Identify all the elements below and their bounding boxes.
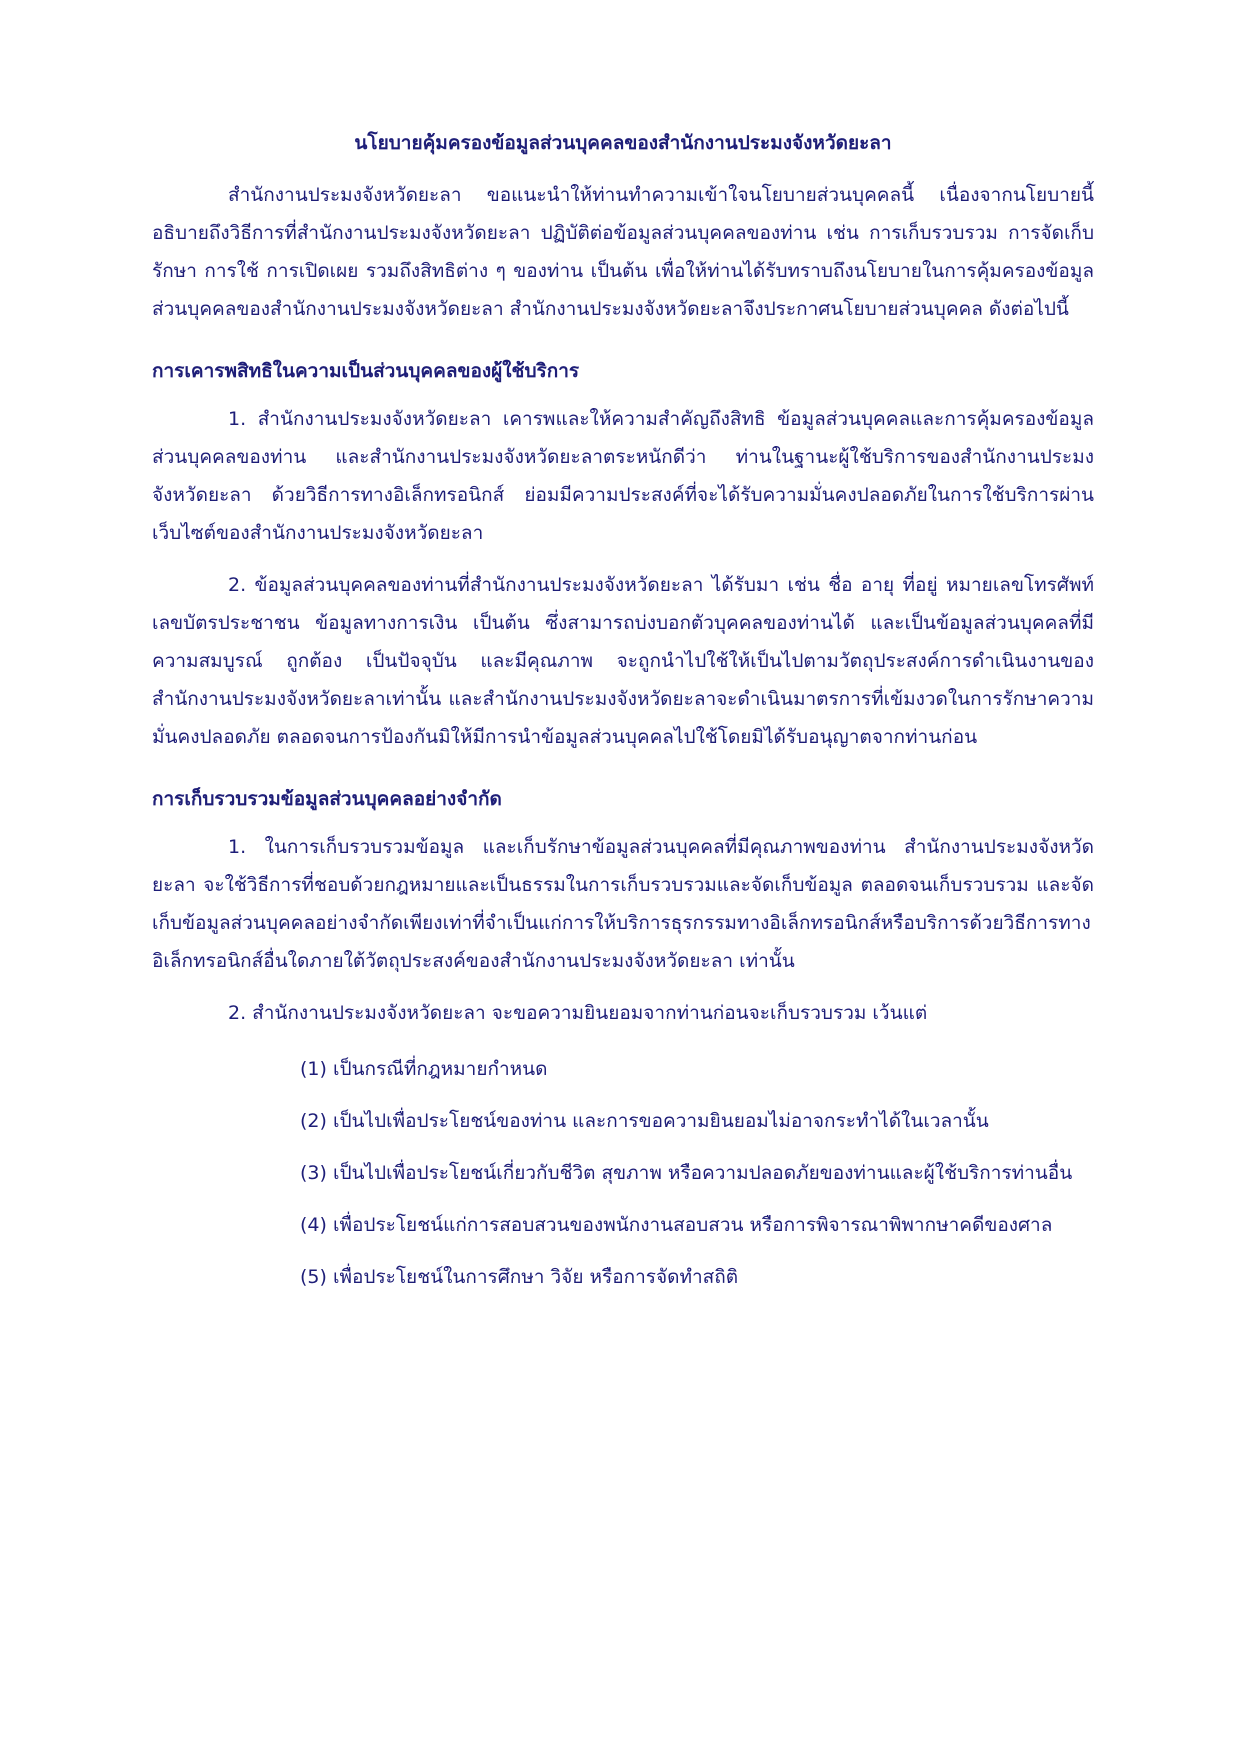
exception-item-3: (3) เป็นไปเพื่อประโยชน์เกี่ยวกับชีวิต สุขภาพ หรือความปลอดภัยของท่านและผู้ใช้บริการท่านอื่น — [300, 1162, 1073, 1184]
section-heading-limited-collection: การเก็บรวบรวมข้อมูลส่วนบุคคลอย่างจำกัด — [152, 788, 502, 810]
intro-paragraph: สำนักงานประมงจังหวัดยะลา ขอแนะนำให้ท่านทำความเข้าใจนโยบายส่วนบุคคลนี้ เนื่องจากนโยบายนี้อธิบายถึงวิธีการที่สำนักงานประมงจังหวัดยะลา ปฏิบัติต่อข้อมูลส่วนบุคคลของท่าน เช่น การเก็บรวบรวม การจัดเก็บรักษา การใช้ การเปิดเผย รวมถึงสิทธิต่าง ๆ ของท่าน เป็นต้น เพื่อให้ท่านได้รับทราบถึงนโยบายในการคุ้มครองข้อมูลส่วนบุคคลของสำนักงานประมงจังหวัดยะลา สำนักงานประมงจังหวัดยะลาจึงประกาศนโยบายส่วนบุคคล ดังต่อไปนี้ — [152, 184, 1094, 320]
section1-paragraph-1: 1. สำนักงานประมงจังหวัดยะลา เคารพและให้ความสำคัญถึงสิทธิ ข้อมูลส่วนบุคคลและการคุ้มครองข้อมูลส่วนบุคคลของท่าน และสำนักงานประมงจังหวัดยะลาตระหนักดีว่า ท่านในฐานะผู้ใช้บริการของสำนักงานประมงจังหวัดยะลา ด้วยวิธีการทางอิเล็กทรอนิกส์ ย่อมมีความประสงค์ที่จะได้รับความมั่นคงปลอดภัยในการใช้บริการผ่านเว็บไซต์ของสำนักงานประมงจังหวัดยะลา — [152, 408, 1094, 544]
exception-item-5: (5) เพื่อประโยชน์ในการศึกษา วิจัย หรือการจัดทำสถิติ — [300, 1266, 739, 1288]
section2-paragraph-2: 2. สำนักงานประมงจังหวัดยะลา จะขอความยินยอมจากท่านก่อนจะเก็บรวบรวม เว้นแต่ — [228, 1002, 928, 1024]
section2-paragraph-1: 1. ในการเก็บรวบรวมข้อมูล และเก็บรักษาข้อมูลส่วนบุคคลที่มีคุณภาพของท่าน สำนักงานประมงจังหวัดยะลา จะใช้วิธีการที่ชอบด้วยกฎหมายและเป็นธรรมในการเก็บรวบรวมและจัดเก็บข้อมูล ตลอดจนเก็บรวบรวม และจัดเก็บข้อมูลส่วนบุคคลอย่างจำกัดเพียงเท่าที่จำเป็นแก่การให้บริการธุรกรรมทางอิเล็กทรอนิกส์หรือบริการด้วยวิธีการทางอิเล็กทรอนิกส์อื่นใดภายใต้วัตถุประสงค์ของสำนักงานประมงจังหวัดยะลา เท่านั้น — [152, 836, 1094, 972]
exception-item-4: (4) เพื่อประโยชน์แก่การสอบสวนของพนักงานสอบสวน หรือการพิจารณาพิพากษาคดีของศาล — [300, 1214, 1053, 1236]
section-heading-privacy-rights: การเคารพสิทธิในความเป็นส่วนบุคคลของผู้ใช้บริการ — [152, 360, 580, 382]
document-title: นโยบายคุ้มครองข้อมูลส่วนบุคคลของสำนักงานประมงจังหวัดยะลา — [354, 132, 892, 154]
section1-paragraph-2: 2. ข้อมูลส่วนบุคคลของท่านที่สำนักงานประมงจังหวัดยะลา ได้รับมา เช่น ชื่อ อายุ ที่อยู่ หมายเลขโทรศัพท์ เลขบัตรประชาชน ข้อมูลทางการเงิน เป็นต้น ซึ่งสามารถบ่งบอกตัวบุคคลของท่านได้ และเป็นข้อมูลส่วนบุคคลที่มีความสมบูรณ์ ถูกต้อง เป็นปัจจุบัน และมีคุณภาพ จะถูกนำไปใช้ให้เป็นไปตามวัตถุประสงค์การดำเนินงานของสำนักงานประมงจังหวัดยะลาเท่านั้น และสำนักงานประมงจังหวัดยะลาจะดำเนินมาตรการที่เข้มงวดในการรักษาความมั่นคงปลอดภัย ตลอดจนการป้องกันมิให้มีการนำข้อมูลส่วนบุคคลไปใช้โดยมิได้รับอนุญาตจากท่านก่อน — [152, 574, 1094, 748]
exception-item-2: (2) เป็นไปเพื่อประโยชน์ของท่าน และการขอความยินยอมไม่อาจกระทำได้ในเวลานั้น — [300, 1110, 989, 1132]
document-page — [152, 112, 1094, 1314]
exception-item-1: (1) เป็นกรณีที่กฎหมายกำหนด — [300, 1058, 548, 1080]
